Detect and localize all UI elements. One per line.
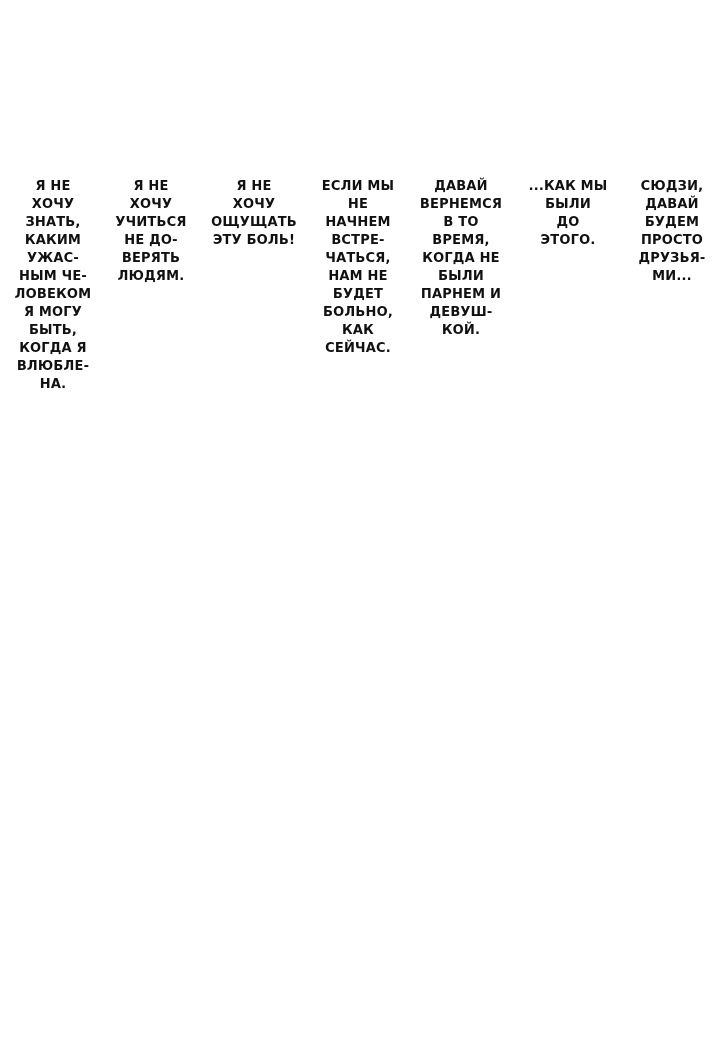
speech-text-1	[10, 178, 96, 394]
speech-text-2	[108, 178, 194, 286]
speech-line: КОГДА Я	[19, 341, 87, 356]
speech-line: Я МОГУ	[23, 305, 83, 320]
speech-line: УЧИТЬСЯ	[115, 215, 187, 230]
speech-line: ДРУЗЬЯ-	[638, 251, 706, 266]
speech-line: СЮДЗИ,	[640, 179, 704, 194]
speech-line: ЛОВЕКОМ	[14, 287, 92, 302]
speech-line: ПРОСТО	[640, 233, 704, 248]
speech-text-5	[410, 178, 512, 340]
speech-line: ЭТОГО.	[540, 233, 596, 248]
speech-line: ВСТРЕ-	[331, 233, 385, 248]
speech-line: ВЕРЯТЬ	[121, 251, 181, 266]
speech-text-4	[312, 178, 404, 358]
speech-line: КАК	[342, 323, 374, 338]
speech-line: КОЙ.	[441, 323, 481, 338]
speech-line: Я НЕ	[236, 179, 272, 194]
speech-line: НЕ ДО-	[124, 233, 178, 248]
speech-line: НАМ НЕ	[328, 269, 388, 284]
speech-line: ХОЧУ	[232, 197, 276, 212]
speech-line: БЫЛИ	[545, 197, 591, 212]
speech-line: ЧАТЬСЯ,	[325, 251, 391, 266]
speech-line: ЗНАТЬ,	[25, 215, 81, 230]
speech-line: ДАВАЙ	[434, 179, 488, 194]
speech-line: КАКИМ	[24, 233, 82, 248]
speech-line: ДО	[556, 215, 580, 230]
speech-line: НЫМ ЧЕ-	[19, 269, 87, 284]
speech-line: БЫТЬ,	[28, 323, 78, 338]
speech-line: ОЩУЩАТЬ	[211, 215, 297, 230]
speech-line: ДАВАЙ	[645, 197, 699, 212]
speech-line: ВЛЮБЛЕ-	[16, 359, 90, 374]
speech-line: НА.	[39, 377, 67, 392]
speech-line: СЕЙЧАС.	[325, 341, 391, 356]
speech-line: КОГДА НЕ	[422, 251, 500, 266]
speech-line: Я НЕ	[35, 179, 71, 194]
speech-text-3	[204, 178, 304, 250]
speech-line: ЕСЛИ МЫ	[321, 179, 395, 194]
speech-line: МИ...	[652, 269, 692, 284]
speech-line: ЛЮДЯМ.	[117, 269, 185, 284]
speech-line: ХОЧУ	[129, 197, 173, 212]
speech-line: Я НЕ	[133, 179, 169, 194]
speech-text-6	[520, 178, 616, 250]
speech-line: БУДЕМ	[644, 215, 700, 230]
speech-line: БОЛЬНО,	[323, 305, 393, 320]
speech-line: ПАРНЕМ И	[420, 287, 502, 302]
speech-line: ДЕВУШ-	[429, 305, 493, 320]
speech-line: В ТО	[443, 215, 479, 230]
speech-line: БУДЕТ	[332, 287, 384, 302]
speech-text-7	[624, 178, 720, 286]
speech-line: БЫЛИ	[438, 269, 484, 284]
speech-line: НАЧНЕМ	[325, 215, 391, 230]
speech-line: ВЕРНЕМСЯ	[419, 197, 503, 212]
speech-line: НЕ	[347, 197, 369, 212]
speech-line: ...КАК МЫ	[528, 179, 608, 194]
speech-line: ЭТУ БОЛЬ!	[212, 233, 296, 248]
speech-line: ВРЕМЯ,	[432, 233, 490, 248]
speech-line: ХОЧУ	[31, 197, 75, 212]
speech-line: УЖАС-	[27, 251, 79, 266]
